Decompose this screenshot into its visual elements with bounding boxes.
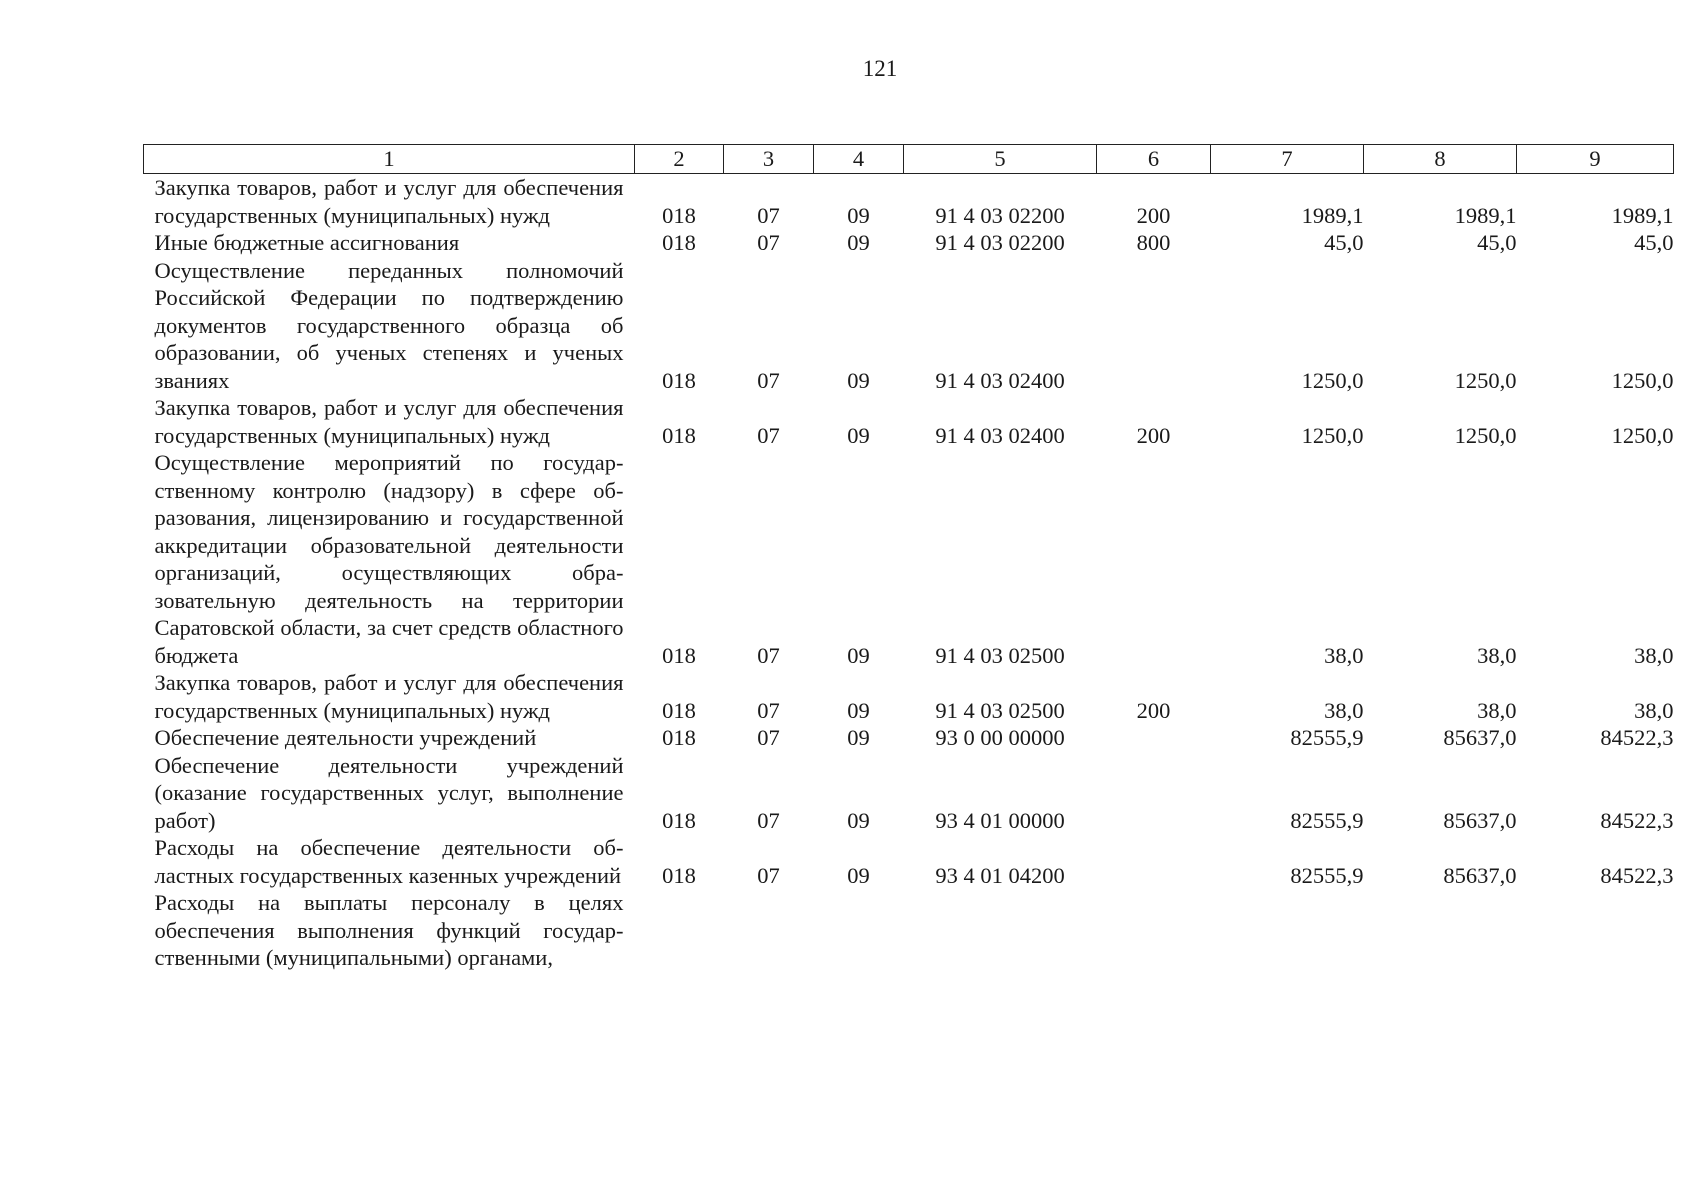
table-row [144, 834, 1674, 889]
ministry-code-cell: 018 [662, 230, 696, 255]
expense-name-cell: Иные бюджетные ассигнования [154, 230, 460, 255]
section-code-cell: 07 [757, 202, 780, 228]
amount-col9-cell: 1250,0 [1611, 367, 1674, 393]
header-cell-2: 2 [635, 145, 724, 174]
expense-type-cell [1097, 834, 1211, 889]
expense-type-cell [1097, 889, 1211, 972]
expense-name-cell: Закупка товаров, работ и услуг для обеспечения государственных (муниципальных) нужд [154, 175, 624, 228]
table-row [144, 724, 1674, 752]
subsection-code-cell: 09 [847, 422, 870, 448]
expense-name-cell: Расходы на выплаты персоналу в целях обеспечения выполнения функций государственными (муниципальными) органами, [154, 890, 624, 970]
ministry-code-cell: 018 [662, 642, 696, 668]
expense-type-cell [1097, 449, 1211, 669]
amount-col7-cell: 38,0 [1324, 697, 1364, 723]
amount-col9-cell [1517, 889, 1674, 972]
expense-name-cell: Осуществление переданных полномочий Российской Федерации по подтверждению документов государственного образца об образовании, об ученых степенях и ученых званиях [154, 257, 624, 393]
table-header [144, 145, 1674, 174]
expense-type-cell: 200 [1136, 202, 1171, 228]
expense-name-cell: Обеспечение деятельности учреждений [154, 725, 537, 750]
header-cell-1: 1 [144, 145, 635, 174]
table-body [144, 174, 1674, 972]
expense-type-cell: 800 [1136, 230, 1171, 255]
amount-col7-cell: 82555,9 [1290, 862, 1364, 888]
expense-name-cell: Обеспечение деятельности учреждений (оказание государственных услуг, выполнение работ) [154, 752, 624, 833]
expense-name-cell: Расходы на обеспечение деятельности областных государственных казенных учреждений [154, 835, 624, 888]
amount-col9-cell: 38,0 [1634, 642, 1674, 668]
target-article-cell [904, 889, 1097, 972]
amount-col9-cell: 84522,3 [1600, 807, 1674, 833]
amount-col9-cell: 1250,0 [1611, 422, 1674, 448]
subsection-code-cell: 09 [847, 862, 870, 888]
table-row [144, 229, 1674, 257]
amount-col8-cell: 1989,1 [1454, 202, 1517, 228]
amount-col8-cell [1364, 889, 1517, 972]
target-article-cell: 93 0 00 00000 [935, 725, 1065, 750]
amount-col9-cell: 84522,3 [1600, 725, 1674, 750]
expense-name-cell: Закупка товаров, работ и услуг для обеспечения государственных (муниципальных) нужд [154, 670, 624, 723]
amount-col8-cell: 38,0 [1477, 642, 1517, 668]
amount-col9-cell: 45,0 [1634, 230, 1674, 255]
section-code-cell: 07 [757, 230, 780, 255]
page-number: 121 [862, 56, 898, 81]
target-article-cell: 91 4 03 02400 [935, 367, 1065, 393]
table-row [144, 394, 1674, 449]
header-cell-3: 3 [724, 145, 814, 174]
subsection-code-cell: 09 [847, 642, 870, 668]
header-row [144, 145, 1674, 174]
amount-col7-cell: 1250,0 [1301, 422, 1364, 448]
amount-col9-cell: 1989,1 [1611, 202, 1674, 228]
table-row [144, 669, 1674, 724]
expense-name-cell: Закупка товаров, работ и услуг для обеспечения государственных (муниципальных) нужд [154, 395, 624, 448]
ministry-code-cell: 018 [662, 807, 696, 833]
subsection-code-cell [814, 889, 904, 972]
target-article-cell: 91 4 03 02400 [935, 422, 1065, 448]
amount-col9-cell: 38,0 [1634, 697, 1674, 723]
amount-col7-cell: 1250,0 [1301, 367, 1364, 393]
subsection-code-cell: 09 [847, 697, 870, 723]
header-cell-8: 8 [1364, 145, 1517, 174]
header-cell-4: 4 [814, 145, 904, 174]
section-code-cell: 07 [757, 642, 780, 668]
ministry-code-cell [635, 889, 724, 972]
expense-type-cell: 200 [1136, 422, 1171, 448]
amount-col9-cell: 84522,3 [1600, 862, 1674, 888]
amount-col7-cell: 82555,9 [1290, 725, 1364, 750]
header-cell-6: 6 [1097, 145, 1211, 174]
amount-col8-cell: 38,0 [1477, 697, 1517, 723]
amount-col7-cell: 82555,9 [1290, 807, 1364, 833]
expense-type-cell [1097, 752, 1211, 835]
table-row [144, 174, 1674, 230]
amount-col7-cell: 45,0 [1324, 230, 1364, 255]
header-cell-9: 9 [1517, 145, 1674, 174]
expense-type-cell [1097, 257, 1211, 395]
amount-col8-cell: 1250,0 [1454, 422, 1517, 448]
table-row [144, 257, 1674, 395]
expense-type-cell [1097, 724, 1211, 752]
target-article-cell: 91 4 03 02200 [935, 202, 1065, 228]
expense-name-cell: Осуществление мероприятий по государственному контролю (надзору) в сфере образования, лицензированию и государственной аккредитации образовательной деятельности организаций, осуществляющих образовательную деятельность на территории Саратовской области, за счет средств областного бюджета [154, 450, 624, 668]
ministry-code-cell: 018 [662, 697, 696, 723]
subsection-code-cell: 09 [847, 230, 870, 255]
header-cell-5: 5 [904, 145, 1097, 174]
subsection-code-cell: 09 [847, 725, 870, 750]
section-code-cell: 07 [757, 422, 780, 448]
ministry-code-cell: 018 [662, 422, 696, 448]
section-code-cell: 07 [757, 367, 780, 393]
section-code-cell: 07 [757, 862, 780, 888]
subsection-code-cell: 09 [847, 807, 870, 833]
section-code-cell: 07 [757, 807, 780, 833]
amount-col7-cell [1211, 889, 1364, 972]
section-code-cell: 07 [757, 725, 780, 750]
subsection-code-cell: 09 [847, 367, 870, 393]
target-article-cell: 93 4 01 04200 [935, 862, 1065, 888]
ministry-code-cell: 018 [662, 367, 696, 393]
amount-col7-cell: 1989,1 [1301, 202, 1364, 228]
table-row [144, 752, 1674, 835]
section-code-cell [724, 889, 814, 972]
target-article-cell: 91 4 03 02200 [935, 230, 1065, 255]
table-row [144, 449, 1674, 669]
budget-table [143, 144, 1674, 972]
header-cell-7: 7 [1211, 145, 1364, 174]
section-code-cell: 07 [757, 697, 780, 723]
amount-col8-cell: 1250,0 [1454, 367, 1517, 393]
target-article-cell: 93 4 01 00000 [935, 807, 1065, 833]
table-row [144, 889, 1674, 972]
expense-type-cell: 200 [1136, 697, 1171, 723]
ministry-code-cell: 018 [662, 862, 696, 888]
ministry-code-cell: 018 [662, 202, 696, 228]
amount-col8-cell: 85637,0 [1443, 807, 1517, 833]
target-article-cell: 91 4 03 02500 [935, 642, 1065, 668]
amount-col8-cell: 85637,0 [1443, 725, 1517, 750]
ministry-code-cell: 018 [662, 725, 696, 750]
amount-col8-cell: 45,0 [1477, 230, 1517, 255]
amount-col7-cell: 38,0 [1324, 642, 1364, 668]
subsection-code-cell: 09 [847, 202, 870, 228]
amount-col8-cell: 85637,0 [1443, 862, 1517, 888]
target-article-cell: 91 4 03 02500 [935, 697, 1065, 723]
